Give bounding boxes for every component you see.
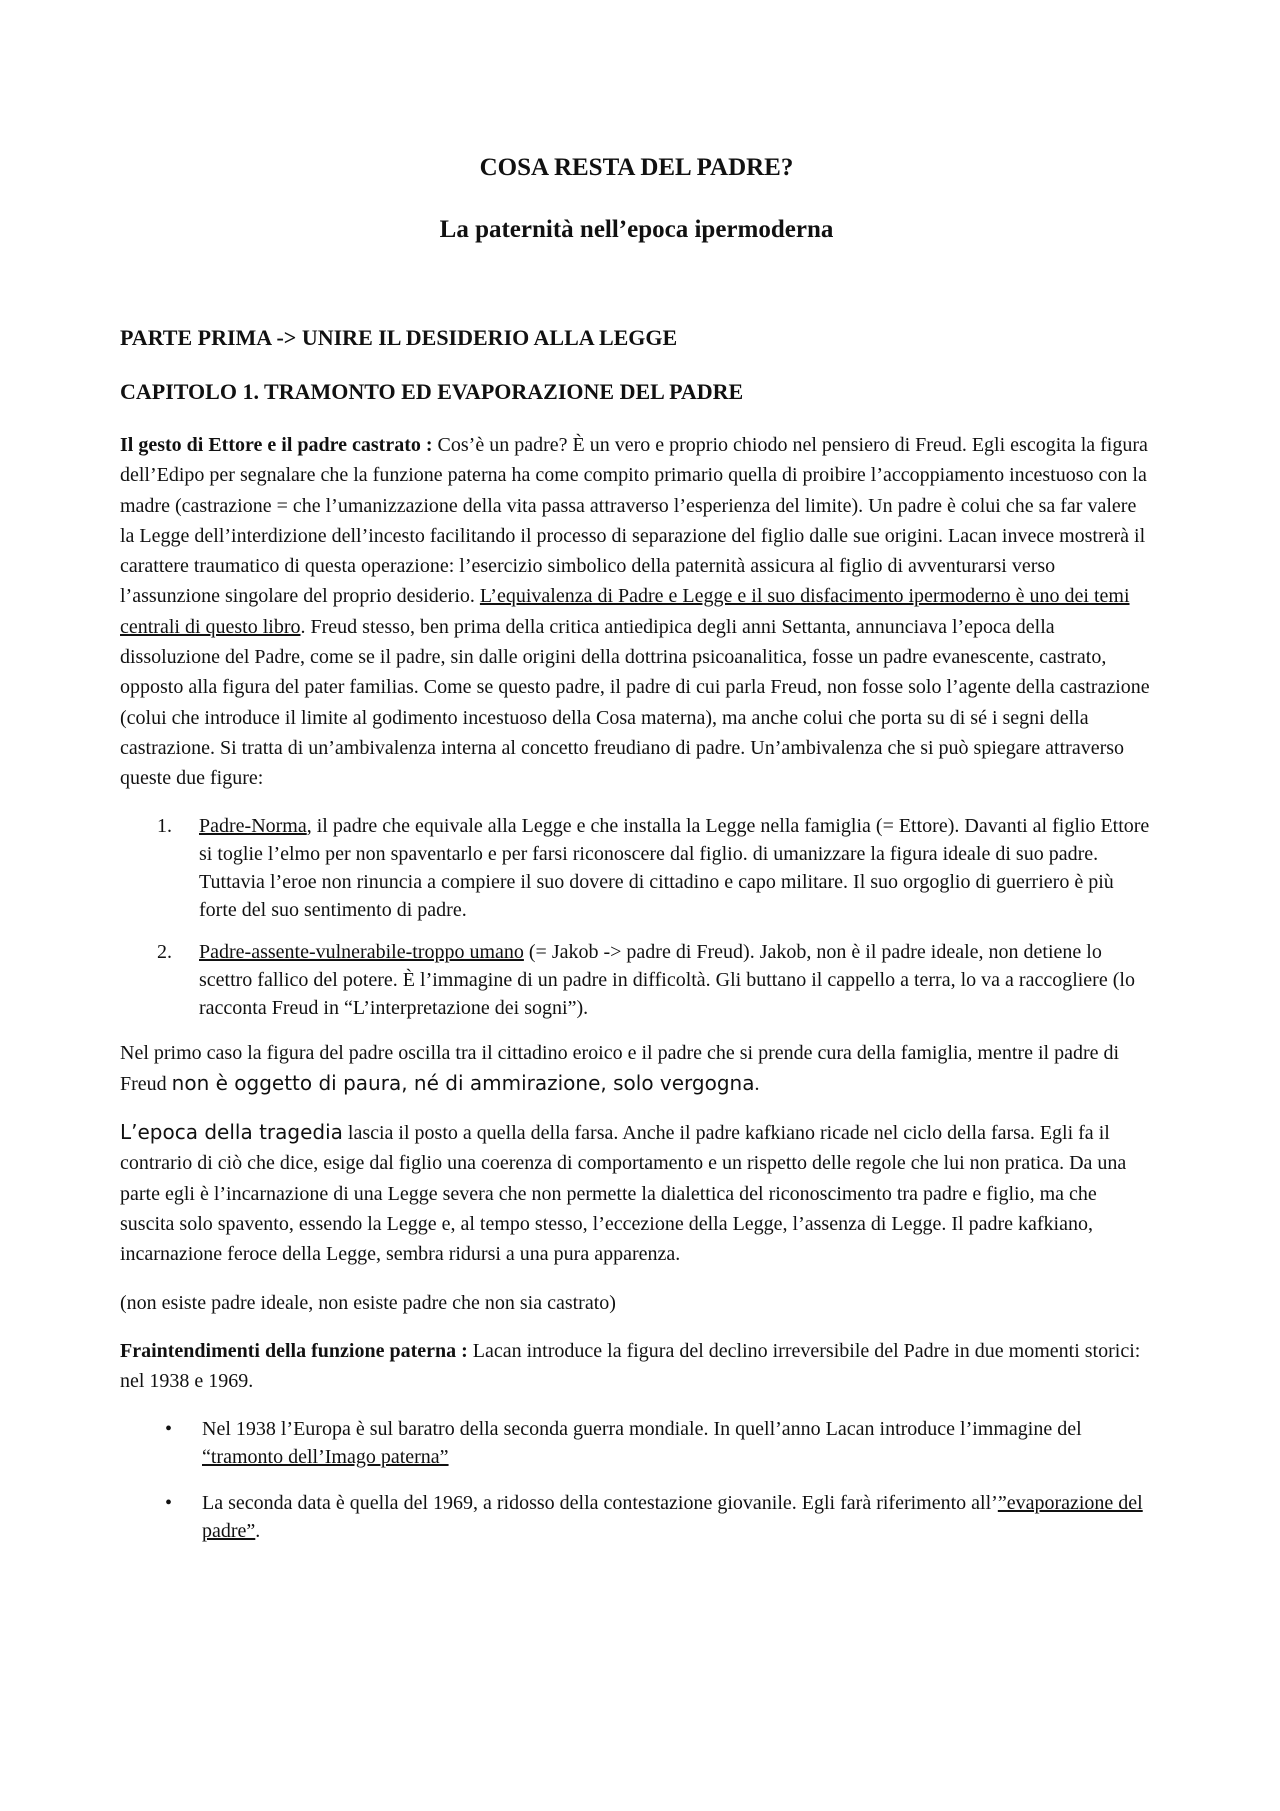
paragraph-section-1 [120,430,1153,794]
paragraph-section-2 [120,1336,1153,1397]
list-item-label: Padre-assente-vulnerabile-troppo umano [199,940,524,963]
paragraph-text: lascia il posto a quella della farsa. Anche il padre kafkiano ricade nel ciclo della farsa. Egli fa il contrario di ciò che dice, esige dal figlio una coerenza di comportamento e un rispetto delle regole che lui non pratica. Da una parte egli è l’incarnazione di una Legge severa che non permette la dialettica del riconoscimento tra padre e figlio, ma che suscita solo spavento, essendo la Legge e, al tempo stesso, l’eccezione della Legge, l’assenza di Legge. Il padre kafkiano, incarnazione feroce della Legge, sembra ridursi a una pura apparenza. [120,1122,1127,1266]
bullet-icon: • [165,1417,173,1440]
list-item [120,1489,1153,1545]
list-item-label: Padre-Norma [199,814,307,837]
underlined-text: ”evaporazione del padre” [202,1491,1143,1542]
paragraph-text: Lacan introduce la figura del declino irreversibile del Padre in due momenti storici: nel 1938 e 1969. [120,1339,1141,1393]
paragraph-note: (non esiste padre ideale, non esiste padre che non sia castrato) [120,1291,616,1314]
list-item-end: . [255,1519,261,1542]
paragraph-first-case [120,1038,1153,1100]
list-item-text: (= Jakob -> padre di Freud). Jakob, non è il padre ideale, non detiene lo scettro fallico del potere. È l’immagine di un padre in difficoltà. Gli buttano il cappello a terra, lo va a raccogliere (lo racconta Freud in “L’interpretazione dei sogni”). [199,940,1135,1019]
bullet-list [120,1415,1153,1545]
paragraph-text: . [754,1072,760,1095]
list-item-text: , il padre che equivale alla Legge e che installa la Legge nella famiglia (= Ettore). Davanti al figlio Ettore si toglie l’elmo per non spaventarlo e per farsi riconoscere dal figlio. di umanizzare la figura ideale di suo padre. Tuttavia l’eroe non rinuncia a compiere il suo dovere di cittadino e capo militare. Il suo orgoglio di guerriero è più forte del suo sentimento di padre. [199,814,1150,921]
section-lead: Fraintendimenti della funzione paterna : [120,1339,468,1362]
underlined-text: L’equivalenza di Padre e Legge e il suo disfacimento ipermoderno è uno dei temi centrali di questo libro [120,585,1130,638]
highlighted-phrase: non è oggetto di paura, né di ammirazione, solo vergogna [171,1070,755,1095]
part-heading: PARTE PRIMA -> UNIRE IL DESIDERIO ALLA LEGGE [120,325,678,350]
chapter-heading: CAPITOLO 1. TRAMONTO ED EVAPORAZIONE DEL PADRE [120,379,744,404]
list-number: 1. [157,814,172,837]
list-item [120,938,1153,1022]
list-item [120,812,1153,924]
bullet-icon: • [165,1491,173,1514]
paragraph-tragedy [120,1117,1153,1269]
list-number: 2. [157,940,172,963]
underlined-text: “tramonto dell’Imago paterna” [202,1445,449,1468]
paragraph-text: Nel primo caso la figura del padre oscilla tra il cittadino eroico e il padre che si prende cura della famiglia, mentre il padre di Freud [120,1041,1120,1095]
document-title: COSA RESTA DEL PADRE? [479,154,794,181]
paragraph-text: . Freud stesso, ben prima della critica antiedipica degli anni Settanta, annunciava l’epoca della dissoluzione del Padre, come se il padre, sin dalle origini della dottrina psicoanalitica, fosse un padre evanescente, castrato, opposto alla figura del pater familias. Come se questo padre, il padre di cui parla Freud, non fosse solo l’agente della castrazione (colui che introduce il limite al godimento incestuoso della Cosa materna), ma anche colui che porta su di sé i segni della castrazione. Si tratta di un’ambivalenza interna al concetto freudiano di padre. Un’ambivalenza che si può spiegare attraverso queste due figure: [120,615,1150,790]
highlighted-phrase: L’epoca della tragedia [120,1120,343,1145]
document-subtitle: La paternità nell’epoca ipermoderna [439,216,834,243]
paragraph-text: Cos’è un padre? È un vero e proprio chiodo nel pensiero di Freud. Egli escogita la figura dell’Edipo per segnalare che la funzione paterna ha come compito primario quella di proibire l’accoppiamento incestuoso con la madre (castrazione = che l’umanizzazione della vita passa attraverso l’esperienza del limite). Un padre è colui che sa far valere la Legge dell’interdizione dell’incesto facilitando il processo di separazione del figlio dalle sue origini. Lacan invece mostrerà il carattere traumatico di questa operazione: l’esercizio simbolico della paternità assicura al figlio di avventurarsi verso l’assunzione singolare del proprio desiderio. [120,434,1148,608]
list-item-text: La seconda data è quella del 1969, a ridosso della contestazione giovanile. Egli farà riferimento all’ [202,1491,998,1514]
list-item-text: Nel 1938 l’Europa è sul baratro della seconda guerra mondiale. In quell’anno Lacan introduce l’immagine del [202,1417,1082,1440]
section-lead: Il gesto di Ettore e il padre castrato : [120,434,433,456]
numbered-list [120,812,1153,1022]
list-item [120,1415,1153,1471]
